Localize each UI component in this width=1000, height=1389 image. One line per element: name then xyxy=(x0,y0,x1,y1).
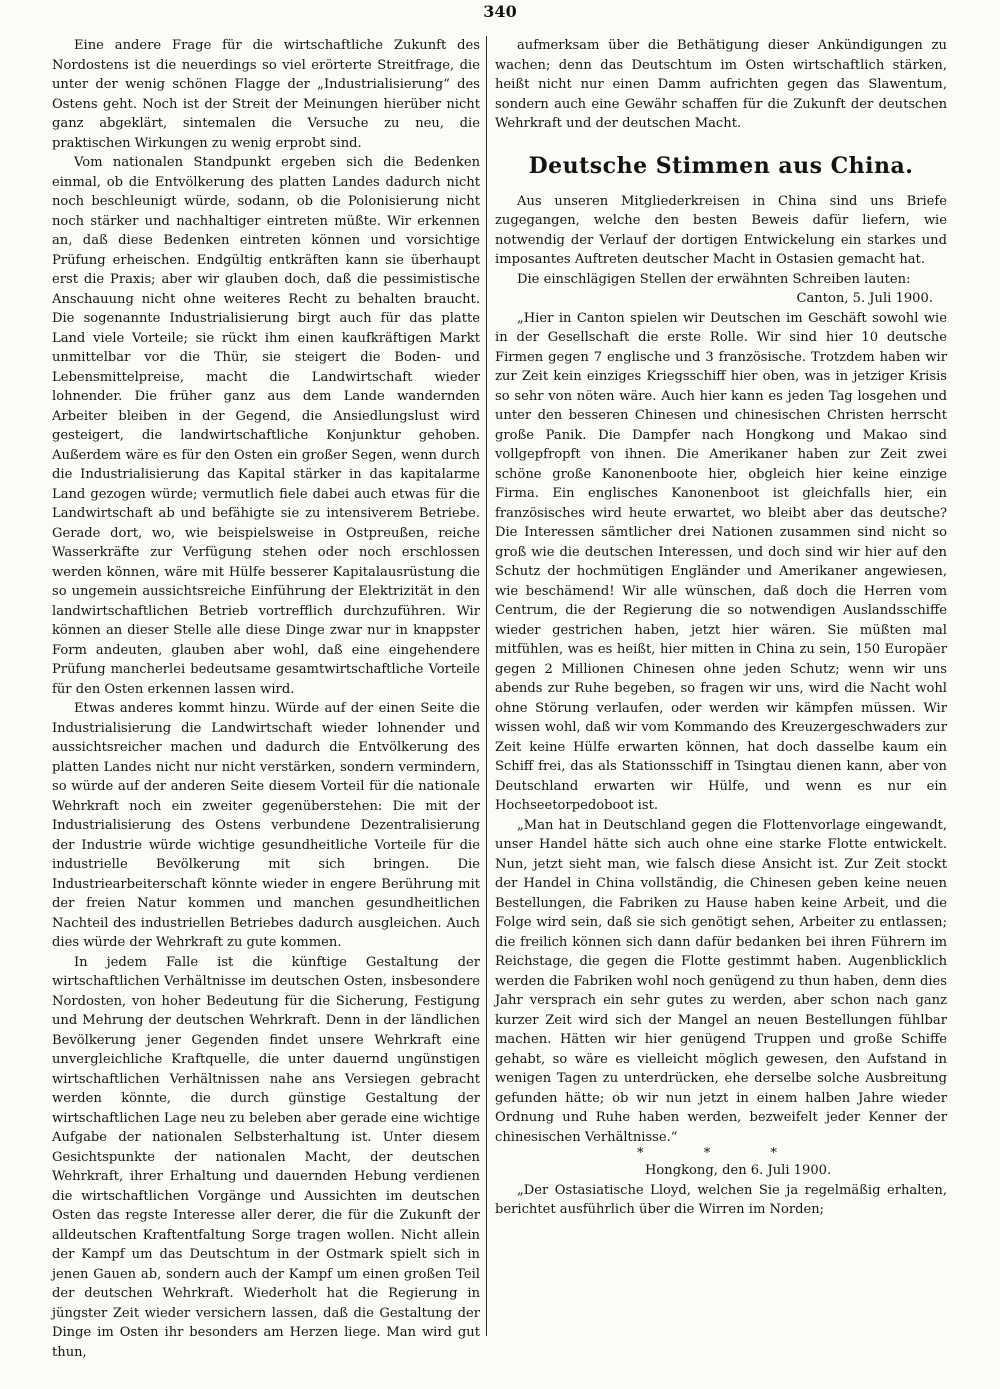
left-column xyxy=(52,36,480,1362)
letter-paragraph: „Man hat in Deutschland gegen die Flottenvorlage eingewandt, unser Handel hätte sich auch ohne eine starke Flotte entwickelt. Nun, jetzt sieht man, wie falsch diese Ansicht ist. Zur Zeit stockt der Handel in China vollständig, die Chinesen geben keine neuen Bestellungen, die Fabriken zu Hause haben keine Arbeit, und die Folge wird sein, daß sie sich genötigt sehen, Arbeiter zu entlassen; die freilich können sich dann dafür bedanken bei ihren Führern im Reichstage, die gegen die Flotte gestimmt haben. Augenblicklich werden die Fabriken wohl noch genügend zu thun haben, denn dies Jahr versprach ein sehr gutes zu werden, aber schon nach ganz kurzer Zeit wird sich der Mangel an neuen Bestellungen fühlbar machen. Hätten wir hier genügend Truppen und große Schiffe gehabt, so wäre es vielleicht möglich gewesen, den Aufstand in wenigen Tagen zu unterdrücken, ehe derselbe solche Ausbreitung gefunden hätte; ob wir nun jetzt in einem halben Jahre wieder Ordnung und Ruhe haben werden, bezweifelt jeder Kenner der chinesischen Verhältnisse.“ xyxy=(495,817,947,1145)
paragraph: Etwas anderes kommt hinzu. Würde auf der einen Seite die Industrialisierung die Landwirtschaft wieder lohnender und aussichtsreicher machen und dadurch die Entvölkerung des platten Landes nicht nur nicht verstärken, sondern vermindern, so würde auf der anderen Seite diesem Vorteil für die nationale Wehrkraft noch ein zweiter gegenüberstehen: Die mit der Industrialisierung des Ostens verbundene Dezentralisierung der Industrie würde wichtige gesundheitliche Vorteile für die industrielle Bevölkerung mit sich bringen. Die Industriearbeiterschaft könnte wieder in engere Berührung mit der freien Natur kommen und manchen gesundheitlichen Nachteil des industriellen Betriebes dadurch ausgleichen. Auch dies würde der Wehrkraft zu gute kommen. xyxy=(52,701,480,950)
right-column xyxy=(495,36,947,1220)
paragraph: In jedem Falle ist die künftige Gestaltung der wirtschaftlichen Verhältnisse im deutschen Osten, insbesondere Nordosten, von hoher Bedeutung für die Sicherung, Festigung und Mehrung der deutschen Wehrkraft. Denn in der ländlichen Bevölkerung jener Gegenden findet unsere Wehrkraft eine unvergleichliche Kraftquelle, die unter dauernd ungünstigen wirtschaftlichen Verhältnissen nahe ans Versiegen gebracht werden könnte, die durch günstige Gestaltung der wirtschaftlichen Lage neu zu beleben aber gerade eine wichtige Aufgabe der nationalen Selbsterhaltung ist. Unter diesem Gesichtspunkte der nationalen Macht, der deutschen Wehrkraft, ihrer Erhaltung und dauernden Hebung verdienen die wirtschaftlichen Vorgänge und Aussichten im deutschen Osten das regste Interesse aller derer, die für die Zukunft der alldeutschen Kraftentfaltung Sorge tragen wollen. Nicht allein der Kampf um das Deutschtum in der Ostmark spielt sich in jenen Gauen ab, sondern auch der Kampf um einen großen Teil der deutschen Wehrkraft. Wiederholt hat die Regierung in jüngster Zeit wieder versichern lassen, daß die Gestaltung der Dinge im Osten ihr besonders am Herzen liege. Man wird gut thun, xyxy=(52,954,480,1360)
dateline-hongkong: Hongkong, den 6. Juli 1900. xyxy=(645,1163,832,1178)
dateline-canton: Canton, 5. Juli 1900. xyxy=(796,291,933,306)
letter-paragraph: „Der Ostasiatische Lloyd, welchen Sie ja regelmäßig erhalten, berichtet ausführlich über die Wirren im Norden; xyxy=(495,1182,947,1217)
letter-paragraph: „Hier in Canton spielen wir Deutschen im Geschäft sowohl wie in der Gesellschaft die erste Rolle. Wir sind hier 10 deutsche Firmen gegen 7 englische und 3 französische. Trotzdem haben wir zur Zeit kein einziges Kriegsschiff hier oben, was in jetziger Krisis so sehr von nöten wäre. Auch hier kann es jeden Tag losgehen und unter den besseren Chinesen und chinesischen Christen herrscht große Panik. Die Dampfer nach Hongkong und Makao sind vollgepfropft von ihnen. Die Amerikaner haben zur Zeit zwei schöne große Kanonenboote hier, obgleich hier keine einzige Firma. Ein englisches Kanonenboot ist gleichfalls hier, ein französisches wird heute erwartet, wo bleibt aber das deutsche? Die Interessen sämtlicher drei Nationen zusammen sind nicht so groß wie die deutschen Interessen, und doch sind wir hier auf den Schutz der hochmütigen Engländer und Amerikaner angewiesen, wie beschämend! Wir alle wünschen, daß doch die Herren vom Centrum, die der Regierung die so notwendigen Auslandsschiffe wieder gestrichen haben, jetzt hier wären. Sie müßten mal mitfühlen, was es heißt, hier mitten in China zu sein, 150 Europäer gegen 2 Millionen Chinesen ohne jeden Schutz; wenn wir uns abends zur Ruhe begeben, so fragen wir uns, wird die Nacht wohl ohne Störung verlaufen, oder werden wir kämpfen müssen. Wir wissen wohl, daß wir vom Kommando des Kreuzergeschwaders zur Zeit keine Hülfe erwarten können, hat doch dasselbe kaum ein Schiff frei, das als Stationsschiff in Tsingtau dienen kann, aber von Deutschland erwarten wir Hülfe, und wenn es nur ein Hochseetorpedoboot ist. xyxy=(495,310,947,813)
continuation-paragraph: aufmerksam über die Bethätigung dieser Ankündigungen zu wachen; denn das Deutschtum im Osten wirtschaftlich stärken, heißt nicht nur einen Damm aufrichten gegen das Slawentum, sondern auch eine Gewähr schaffen für die Zukunft der deutschen Wehrkraft und der deutschen Macht. xyxy=(495,38,947,131)
asterism: * * * xyxy=(637,1146,805,1161)
paragraph: Eine andere Frage für die wirtschaftliche Zukunft des Nordostens ist die neuerdings so viel erörterte Streitfrage, die unter der wenig schönen Flagge der „Industrialisierung“ des Ostens geht. Noch ist der Streit der Meinungen hierüber nicht ganz abgeklärt, sintemalen die Versuche zu neu, die praktischen Wirkungen zu wenig erprobt sind. xyxy=(52,38,480,151)
page-number: 340 xyxy=(483,2,517,21)
intro-paragraph: Die einschlägigen Stellen der erwähnten Schreiben lauten: xyxy=(517,271,911,287)
article-heading: Deutsche Stimmen aus China. xyxy=(528,152,914,179)
intro-paragraph: Aus unseren Mitgliederkreisen in China sind uns Briefe zugegangen, welche den besten Beweis dafür liefern, wie notwendig der Verlauf der dortigen Entwickelung ein starkes und imposantes Auftreten deutscher Macht in Ostasien gemacht hat. xyxy=(495,193,947,267)
column-divider xyxy=(486,36,487,1336)
paragraph: Vom nationalen Standpunkt ergeben sich die Bedenken einmal, ob die Entvölkerung des platten Landes dadurch nicht noch beschleunigt würde, sodann, ob die Polonisierung nicht noch stärker und nachhaltiger eintreten müßte. Wir erkennen an, daß diese Bedenken eintreten können und vorsichtige Prüfung erheischen. Endgültig entkräften kann sie überhaupt erst die Praxis; aber wir glauben doch, daß die pessimistische Anschauung nicht ohne weiteres Recht zu behalten braucht. Die sogenannte Industrialisierung birgt auch für das platte Land viele Vorteile; sie rückt ihm einen kaufkräftigen Markt unmittelbar vor die Thür, sie steigert die Boden- und Lebensmittelpreise, macht die Landwirtschaft wieder lohnender. Die früher ganz aus dem Lande wandernden Arbeiter bleiben in der Gegend, die Ansiedlungslust wird gesteigert, die landwirtschaftliche Konjunktur gehoben. Außerdem wäre es für den Osten ein großer Segen, wenn durch die Industrialisierung das Kapital stärker in das kapitalarme Land gezogen würde; vermutlich fiele dabei auch etwas für die Landwirtschaft ab und befähigte sie zu intensiverem Betriebe. Gerade dort, wo, wie beispielsweise in Ostpreußen, reiche Wasserkräfte zur Verfügung stehen oder noch erschlossen werden können, wäre mit Hülfe besserer Kapitalausrüstung die so ungemein aussichtsreiche Einführung der Elektrizität in den landwirtschaftlichen Betrieb vortrefflich durchzuführen. Wir können an dieser Stelle alle diese Dinge zwar nur in knappster Form andeuten, glauben aber wohl, daß eine eingehendere Prüfung mancherlei bedeutsame gesamtwirtschaftliche Vorteile für den Osten erkennen lassen wird. xyxy=(52,155,480,697)
